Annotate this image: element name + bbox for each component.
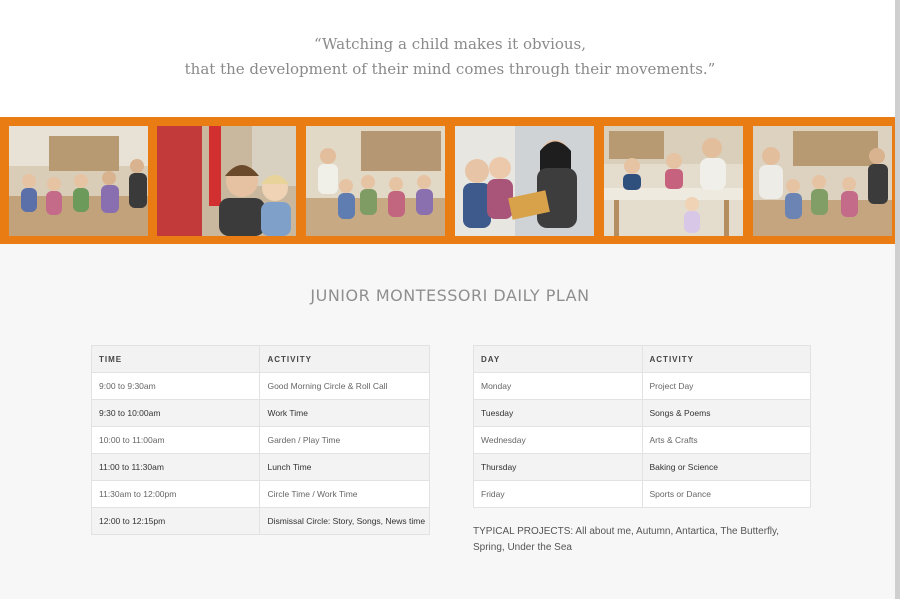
time-cell: 10:00 to 11:00am — [92, 427, 260, 454]
photo-children-table — [604, 126, 743, 236]
column-header-time: TIME — [92, 346, 260, 373]
activity-cell: Garden / Play Time — [260, 427, 430, 454]
gallery-photo-6[interactable] — [753, 126, 892, 236]
gallery-photo-3[interactable] — [306, 126, 445, 236]
table-row — [474, 427, 811, 454]
typical-projects-text: TYPICAL PROJECTS: All about me, Autumn, Antartica, The Butterfly, Spring, Under the Sea — [473, 526, 780, 553]
table-row — [92, 454, 430, 481]
table-header-row — [474, 346, 811, 373]
activity-cell: Dismissal Circle: Story, Songs, News time — [260, 508, 430, 535]
activity-cell: Baking or Science — [642, 454, 811, 481]
table-row — [92, 508, 430, 535]
daily-plan-title: JUNIOR MONTESSORI DAILY PLAN — [310, 286, 590, 305]
table-row — [474, 454, 811, 481]
day-cell: Thursday — [474, 454, 643, 481]
day-cell: Tuesday — [474, 400, 643, 427]
weekly-plan-table — [473, 345, 811, 508]
photo-circle-time — [306, 126, 445, 236]
time-cell: 11:30am to 12:00pm — [92, 481, 260, 508]
photo-gallery-strip — [0, 117, 900, 244]
table-row — [92, 481, 430, 508]
activity-cell: Work Time — [260, 400, 430, 427]
activity-cell: Songs & Poems — [642, 400, 811, 427]
column-header-activity: ACTIVITY — [260, 346, 430, 373]
quote-line-2: that the development of their mind comes through their movements.” — [184, 60, 716, 78]
day-cell: Wednesday — [474, 427, 643, 454]
photo-children-floor — [9, 126, 148, 236]
quote-section — [0, 0, 900, 117]
gallery-photo-2[interactable] — [157, 126, 296, 236]
activity-cell: Lunch Time — [260, 454, 430, 481]
time-cell: 12:00 to 12:15pm — [92, 508, 260, 535]
table-row — [474, 400, 811, 427]
gallery-photo-4[interactable] — [455, 126, 594, 236]
quote-line-1: “Watching a child makes it obvious, — [313, 35, 587, 53]
gallery-photo-5[interactable] — [604, 126, 743, 236]
time-cell: 9:00 to 9:30am — [92, 373, 260, 400]
activity-cell: Sports or Dance — [642, 481, 811, 508]
gallery-photo-1[interactable] — [9, 126, 148, 236]
day-cell: Friday — [474, 481, 643, 508]
activity-cell: Good Morning Circle & Roll Call — [260, 373, 430, 400]
time-cell: 9:30 to 10:00am — [92, 400, 260, 427]
photo-teacher-child — [157, 126, 296, 236]
photo-circle-with-teacher — [753, 126, 892, 236]
table-row — [474, 481, 811, 508]
column-header-activity: ACTIVITY — [642, 346, 811, 373]
activity-cell: Circle Time / Work Time — [260, 481, 430, 508]
photo-reading-book — [455, 126, 594, 236]
table-header-row — [92, 346, 430, 373]
time-cell: 11:00 to 11:30am — [92, 454, 260, 481]
table-row — [92, 373, 430, 400]
page-scrollbar[interactable] — [895, 0, 900, 599]
table-row — [92, 400, 430, 427]
column-header-day: DAY — [474, 346, 643, 373]
daily-schedule-table — [91, 345, 430, 535]
activity-cell: Arts & Crafts — [642, 427, 811, 454]
table-row — [92, 427, 430, 454]
day-cell: Monday — [474, 373, 643, 400]
activity-cell: Project Day — [642, 373, 811, 400]
table-row — [474, 373, 811, 400]
